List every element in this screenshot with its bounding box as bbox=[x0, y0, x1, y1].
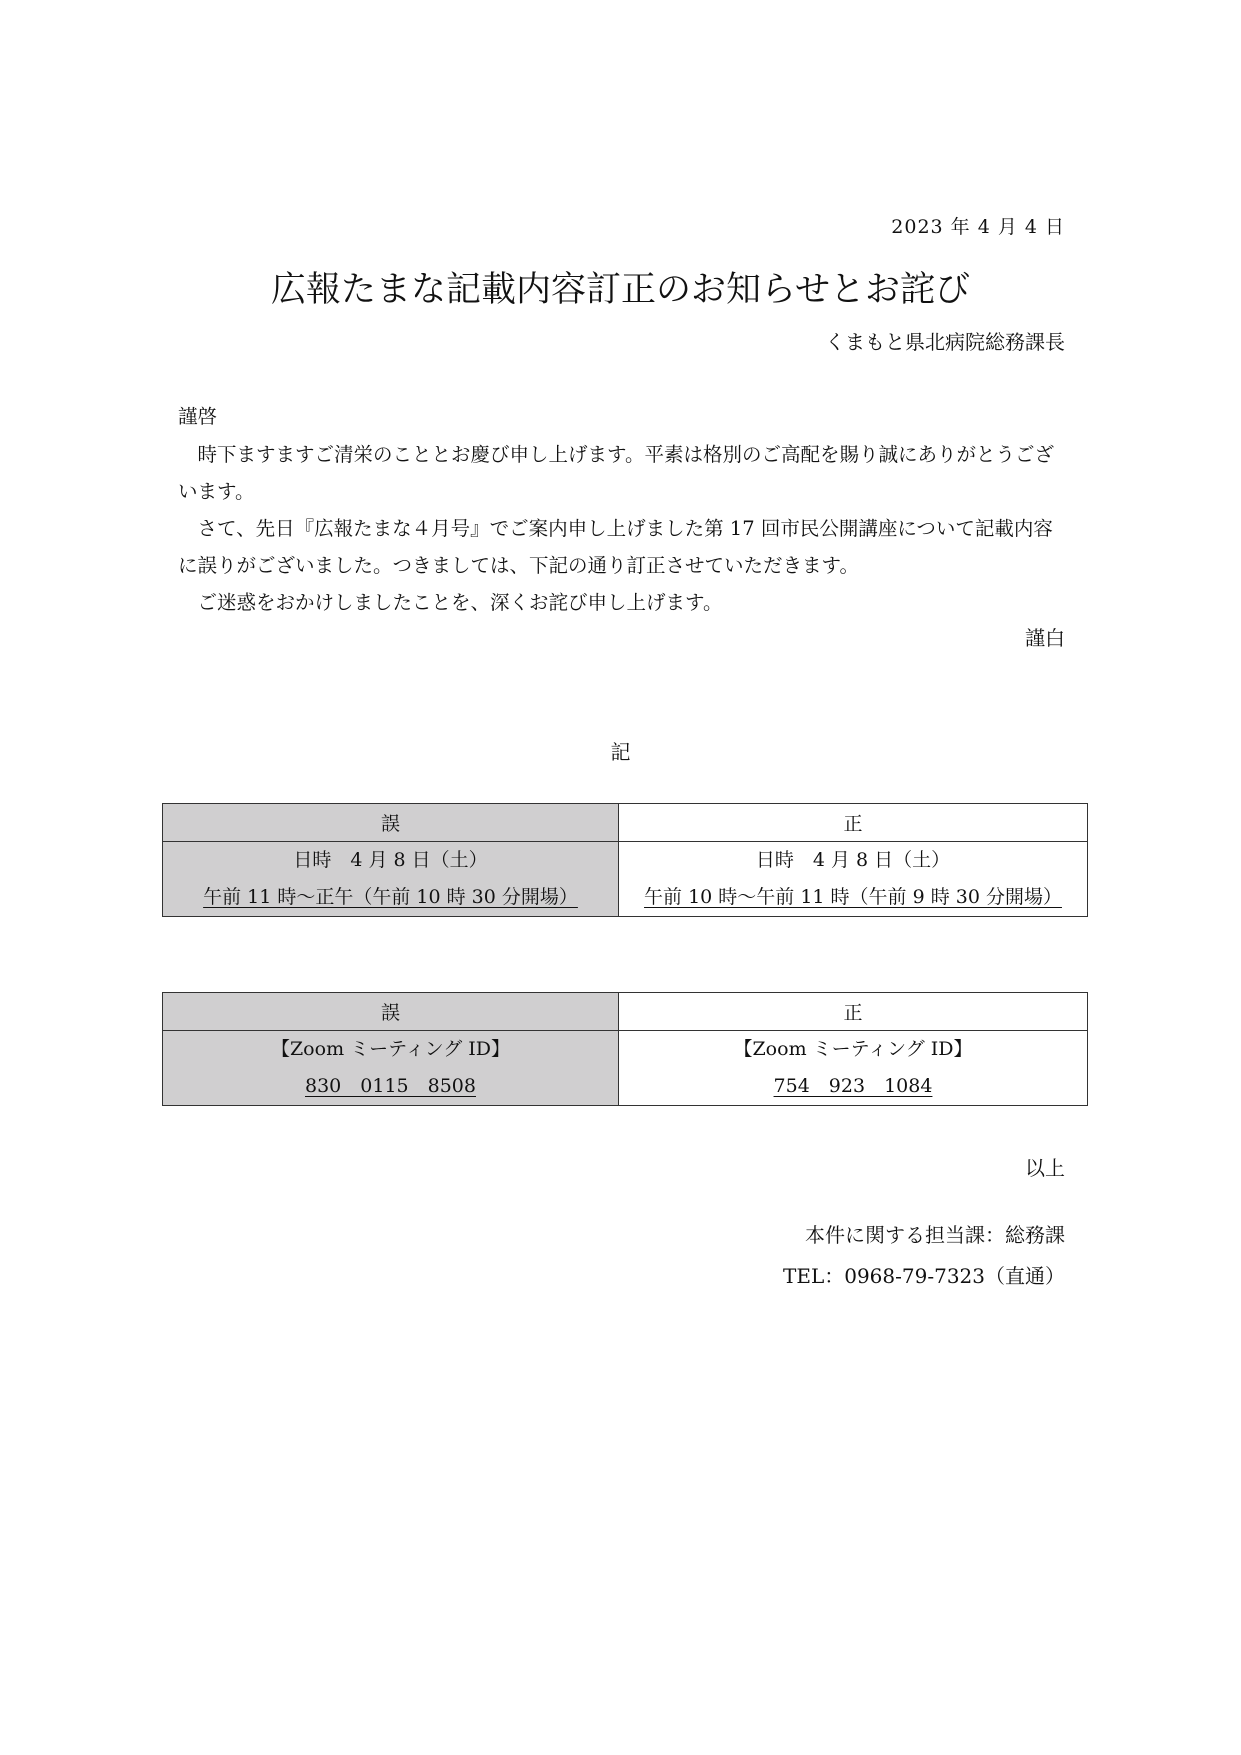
wrong-date: 日時 4 月 8 日（土） bbox=[293, 849, 488, 871]
paragraph-apology: ご迷惑をおかけしましたことを、深くお詫び申し上げます。 bbox=[197, 591, 723, 614]
sender: くまもと県北病院総務課長 bbox=[825, 330, 1065, 354]
contact-phone: TEL：0968-79-7323（直通） bbox=[783, 1264, 1065, 1288]
wrong-zoom-id: 830 0115 8508 bbox=[305, 1075, 476, 1097]
document-date: 2023 年 4 月 4 日 bbox=[891, 216, 1065, 238]
contact-department: 本件に関する担当課：総務課 bbox=[805, 1223, 1065, 1247]
correction-table-zoom-id bbox=[162, 992, 1088, 1106]
document-title: 広報たまな記載内容訂正のお知らせとお詫び bbox=[271, 270, 970, 310]
salutation: 謹啓 bbox=[178, 405, 218, 428]
correction-table-datetime bbox=[162, 803, 1088, 917]
wrong-cell bbox=[163, 1031, 619, 1106]
wrong-header: 誤 bbox=[163, 804, 619, 842]
wrong-header: 誤 bbox=[163, 993, 619, 1031]
end-mark: 以上 bbox=[1025, 1156, 1065, 1180]
ki-heading: 記 bbox=[610, 740, 631, 764]
closing: 謹白 bbox=[1025, 626, 1065, 650]
correct-time: 午前 10 時～午前 11 時（午前 9 時 30 分開場） bbox=[644, 886, 1062, 908]
wrong-zoom-label: 【Zoom ミーティング ID】 bbox=[270, 1038, 510, 1060]
correct-cell bbox=[619, 842, 1088, 917]
paragraph-greeting: 時下ますますご清栄のこととお慶び申し上げます。平素は格別のご高配を賜り誠にありがとうございます。 bbox=[178, 443, 1054, 503]
correct-zoom-label: 【Zoom ミーティング ID】 bbox=[733, 1038, 973, 1060]
correct-header: 正 bbox=[619, 993, 1088, 1031]
correct-header: 正 bbox=[619, 804, 1088, 842]
paragraph-correction-notice: さて、先日『広報たまな４月号』でご案内申し上げました第 17 回市民公開講座について記載内容に誤りがございました。つきましては、下記の通り訂正させていただきます。 bbox=[178, 517, 1053, 577]
wrong-time: 午前 11 時～正午（午前 10 時 30 分開場） bbox=[203, 886, 578, 908]
correct-zoom-id: 754 923 1084 bbox=[773, 1075, 933, 1097]
correct-date: 日時 4 月 8 日（土） bbox=[755, 849, 951, 871]
correct-cell bbox=[619, 1031, 1088, 1106]
wrong-cell bbox=[163, 842, 619, 917]
